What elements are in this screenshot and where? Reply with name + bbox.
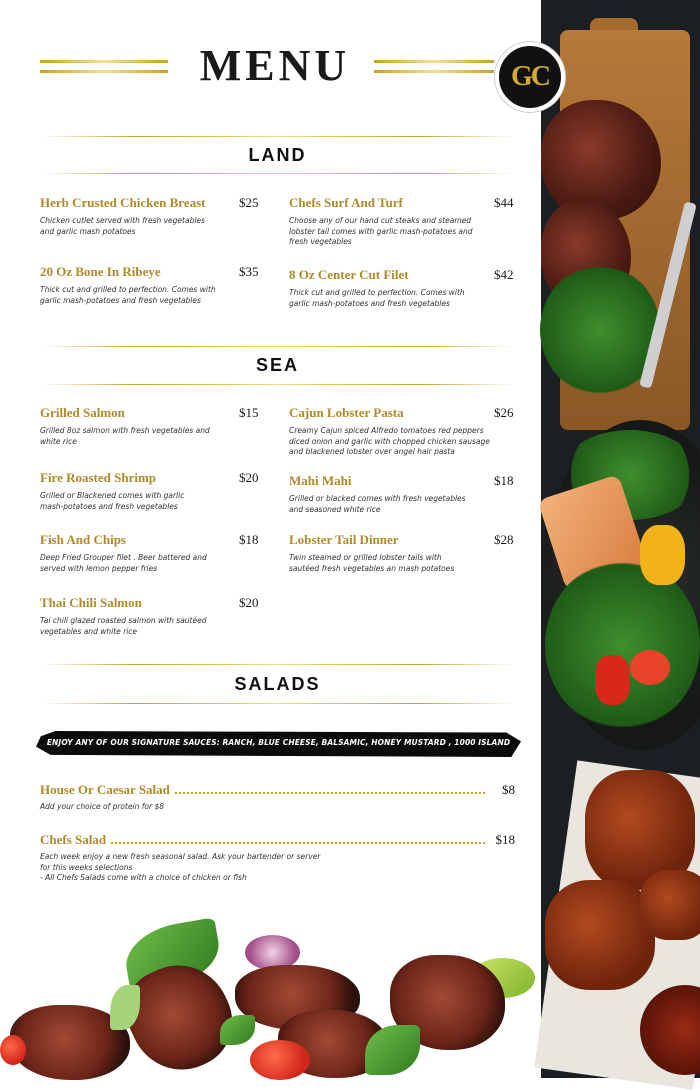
- red-pepper-image: [595, 655, 630, 705]
- item-name: House Or Caesar Salad: [40, 782, 173, 798]
- item-name: Lobster Tail Dinner: [289, 532, 399, 547]
- item-description: Choose any of our hand cut steaks and steamed lobster tail comes with garlic mash-potatoes and fresh vegetables: [289, 216, 473, 246]
- item-description: Grilled 8oz salmon with fresh vegetables and white rice: [40, 426, 210, 446]
- item-name: Thai Chili Salmon: [40, 595, 142, 610]
- chicken-wing-image-3: [640, 870, 700, 940]
- item-price: $20: [239, 595, 259, 610]
- menu-item: [289, 267, 516, 309]
- menu-item: [40, 470, 260, 512]
- item-price: $35: [239, 264, 259, 279]
- item-name: Cajun Lobster Pasta: [289, 405, 404, 420]
- land-divider-top: [40, 136, 515, 137]
- mixed-greens-image: [545, 560, 700, 730]
- item-name: Grilled Salmon: [40, 405, 125, 420]
- ribeye-steak-image: [541, 100, 661, 220]
- menu-item: [40, 264, 260, 306]
- item-description: Creamy Cajun spiced Alfredo tomatoes red peppers diced onion and garlic with chopped chicken sausage and blackened lobster over angel hair pasta: [289, 426, 490, 456]
- item-price: $18: [495, 832, 515, 847]
- menu-item: [289, 473, 516, 515]
- item-description: [40, 852, 515, 884]
- section-title-salads: SALADS: [234, 674, 321, 694]
- menu-item: [289, 195, 516, 248]
- item-description: Add your choice of protein for $8: [40, 802, 165, 811]
- item-description: Tai chili glazed roasted salmon with sautéed vegetables and white rice: [40, 616, 207, 636]
- item-description: Deep Fried Grouper filet . Beer battered and served with lemon pepper fries: [40, 553, 207, 573]
- header-line-right-bottom: [374, 70, 494, 73]
- item-description: Chicken cutlet served with fresh vegetables and garlic mash potatoes: [40, 216, 205, 236]
- menu-item: [289, 532, 516, 574]
- item-name: 20 Oz Bone In Ribeye: [40, 264, 161, 279]
- item-price: $44: [494, 195, 514, 210]
- menu-title: MENU: [199, 41, 351, 90]
- salads-divider-top: [40, 664, 515, 665]
- description-line: for this weeks selections: [40, 862, 133, 872]
- salad-item: [40, 832, 515, 884]
- cherry-tomato-image: [0, 1035, 26, 1065]
- item-price: $15: [239, 405, 259, 420]
- item-name: Herb Crusted Chicken Breast: [40, 195, 206, 210]
- item-name: Chefs Salad: [40, 832, 109, 848]
- item-description: Grilled or blacked comes with fresh vegetables and seasoned white rice: [289, 494, 466, 514]
- chicken-wing-image-2: [545, 880, 655, 990]
- item-name: Fire Roasted Shrimp: [40, 470, 157, 485]
- item-price: $28: [494, 532, 514, 547]
- description-line: - All Chefs Salads come with a choice of chicken or fish: [40, 873, 247, 882]
- menu-item: [289, 405, 516, 458]
- item-price: $26: [494, 405, 514, 420]
- item-name: Fish And Chips: [40, 532, 126, 547]
- tomato-slice-image: [250, 1040, 310, 1080]
- header-line-right-top: [374, 60, 494, 63]
- basil-leaf-image: [220, 1015, 255, 1045]
- yellow-pepper-image: [640, 525, 685, 585]
- salads-divider-bottom: [40, 703, 515, 704]
- sea-divider-bottom: [40, 384, 515, 385]
- menu-item: [40, 532, 260, 574]
- header-line-left-top: [40, 60, 168, 63]
- item-name: Mahi Mahi: [289, 473, 352, 488]
- item-description: Twin steamed or grilled lobster tails with sautéed fresh vegetables an mash potatoes: [289, 553, 455, 573]
- sea-divider-top: [40, 346, 515, 347]
- item-price: $18: [494, 473, 514, 488]
- item-price: $25: [239, 195, 259, 210]
- item-description: Thick cut and grilled to perfection. Comes with garlic mash-potatoes and fresh vegetables: [289, 288, 465, 308]
- menu-item: [40, 195, 260, 237]
- salad-item: [40, 782, 515, 813]
- item-description: Grilled or Blackened comes with garlic mash-potatoes and fresh vegetables: [40, 491, 185, 511]
- restaurant-logo: [495, 42, 565, 112]
- header-line-left-bottom: [40, 70, 168, 73]
- menu-item: [40, 595, 260, 637]
- menu-item: [40, 405, 260, 447]
- item-description: Thick cut and grilled to perfection. Comes with garlic mash-potatoes and fresh vegetables: [40, 285, 216, 305]
- sauce-banner-text: ENJOY ANY OF OUR SIGNATURE SAUCES: RANCH, BLUE CHEESE, BALSAMIC, HONEY MUSTARD , 1000 ISLAND: [46, 738, 511, 747]
- item-price: $42: [494, 267, 514, 282]
- land-divider-bottom: [40, 173, 515, 174]
- item-price: $8: [502, 782, 515, 797]
- section-title-land: LAND: [248, 145, 307, 165]
- description-line: Each week enjoy a new fresh seasonal salad. Ask your bartender or server: [40, 852, 321, 861]
- item-price: $20: [239, 470, 259, 485]
- tomato-image: [630, 650, 670, 685]
- item-name: Chefs Surf And Turf: [289, 195, 403, 210]
- item-price: $18: [239, 532, 259, 547]
- item-name: 8 Oz Center Cut Filet: [289, 267, 409, 282]
- section-title-sea: SEA: [255, 355, 299, 375]
- logo-text: GC: [511, 61, 549, 92]
